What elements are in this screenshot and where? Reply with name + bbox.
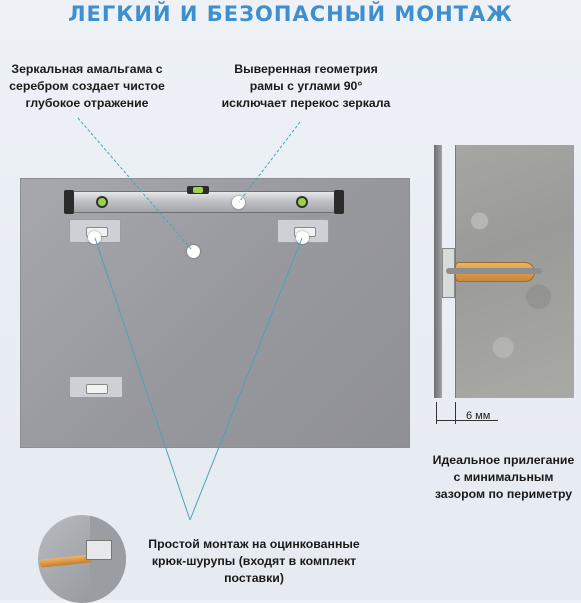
callout-line: [78, 118, 192, 250]
caption-line: крюк-шурупы (входят в комплект: [151, 554, 357, 568]
gap-dimension-label: 6 мм: [466, 410, 491, 422]
caption-line: Зеркальная амальгама с: [11, 62, 163, 76]
caption-line: Выверенная геометрия: [234, 62, 378, 76]
caption-line: рамы с углами 90°: [249, 79, 363, 93]
caption-line: исключает перекос зеркала: [221, 96, 391, 110]
page-title: ЛЕГКИЙ И БЕЗОПАСНЫЙ МОНТАЖ: [68, 2, 513, 26]
caption-line: с минимальным: [453, 470, 554, 484]
caption-line: зазором по периметру: [434, 487, 573, 501]
caption-line: серебром создает чистое: [9, 79, 165, 93]
callout-line: [190, 238, 302, 520]
caption-line: Простой монтаж на оцинкованные: [148, 537, 360, 551]
caption-line: Идеальное прилегание: [432, 453, 575, 467]
caption-line: глубокое отражение: [25, 96, 149, 110]
callout-line: [95, 238, 190, 520]
callout-line: [239, 122, 300, 202]
caption-line: поставки): [224, 571, 284, 585]
